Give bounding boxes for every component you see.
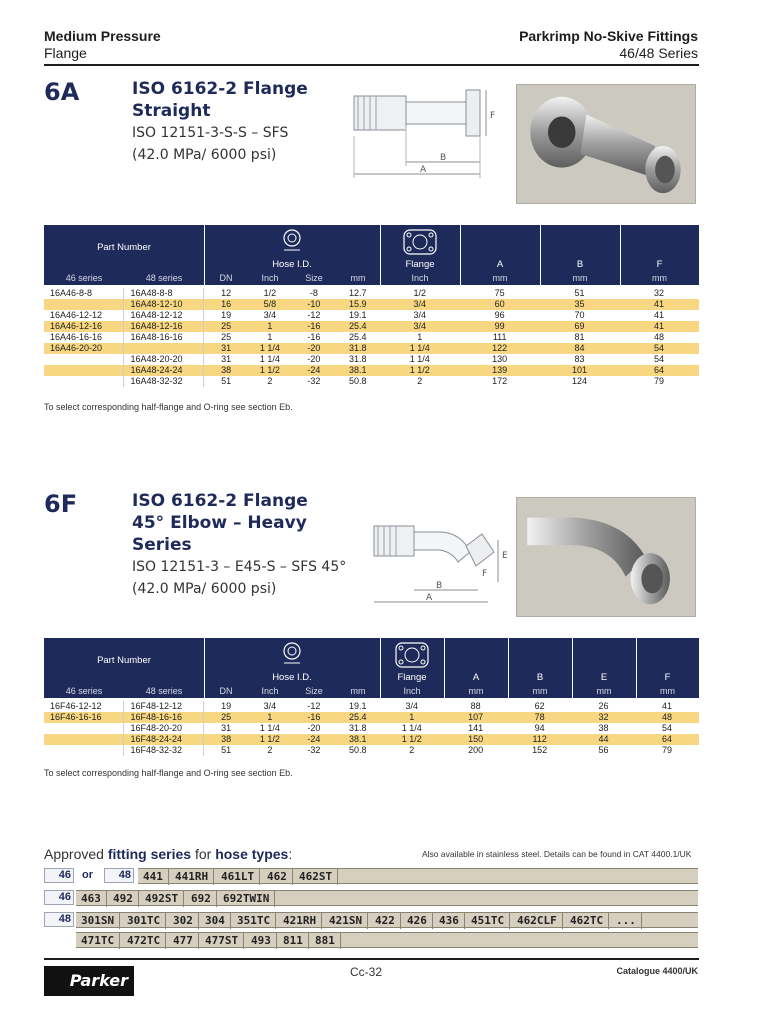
sub-size: Size <box>305 273 323 283</box>
table-row <box>44 332 699 343</box>
section-standard: ISO 12151-3 – E45-S – SFS 45° <box>132 559 347 575</box>
catalogue-ref: Catalogue 4400/UK <box>616 966 698 976</box>
sub-f-mm: mm <box>652 273 667 283</box>
table-row <box>44 712 699 723</box>
col-hose-id: Hose I.D. <box>272 259 312 270</box>
table-cell: 16A48-12-16 <box>124 321 204 332</box>
table-cell: 3/4 <box>380 321 460 332</box>
table-cell: 1 1/4 <box>409 354 430 364</box>
sub-flange-inch: Inch <box>403 686 421 696</box>
table-cell: 16F46-16-16 <box>44 712 124 723</box>
approved-post: : <box>288 846 293 862</box>
table-cell: 107 <box>444 712 508 723</box>
table-cell: 54 <box>620 343 699 354</box>
hose-type-tag: 462 <box>262 869 293 885</box>
table-cell: -24 <box>292 734 336 745</box>
table-cell: 16A46-16-16 <box>44 332 124 343</box>
sub-a-mm: mm <box>492 273 508 283</box>
dim-label-f: F <box>490 111 496 121</box>
section-title-line2: 45° Elbow – Heavy Series <box>132 513 307 555</box>
sub-46: 46 series <box>65 686 103 696</box>
sub-mm: mm <box>350 273 366 283</box>
table-cell: 200 <box>468 745 484 755</box>
table-cell: -32 <box>307 376 321 386</box>
table-cell: 139 <box>460 365 540 376</box>
table-cell: 122 <box>460 343 540 354</box>
table-row <box>44 288 699 299</box>
table-cell: 5/8 <box>248 299 292 310</box>
table-cell: 124 <box>572 376 588 386</box>
table-cell: 60 <box>460 299 540 310</box>
table-cell: 50.8 <box>349 745 367 755</box>
table-cell: 38 <box>598 723 609 733</box>
table-cell: 172 <box>492 376 508 386</box>
table-cell <box>44 376 124 387</box>
table-cell: 19 <box>221 310 232 320</box>
table-cell: 56 <box>598 745 609 755</box>
parker-logo: Parker <box>44 966 134 996</box>
dim-label-e: E <box>502 551 508 561</box>
section-standard: ISO 12151-3-S-S – SFS <box>132 125 289 141</box>
table-cell: 48 <box>636 712 699 723</box>
table-cell <box>44 354 124 365</box>
section-title-line1: ISO 6162-2 Flange <box>132 79 308 99</box>
table-row <box>44 299 699 310</box>
hose-type-tag: ... <box>611 913 642 929</box>
approved-mid: for <box>191 846 216 862</box>
table-cell: 1 1/4 <box>401 723 422 733</box>
footnote-6a: To select corresponding half-flange and O-ring see section Eb. <box>44 402 293 412</box>
hose-type-tag: 421SN <box>324 913 368 929</box>
table-cell: 31.8 <box>349 723 367 733</box>
table-row <box>44 745 699 756</box>
hose-type-tag: 301SN <box>76 913 120 929</box>
flange-icon <box>401 227 439 257</box>
hose-type-tag: 492 <box>108 891 139 907</box>
sub-inch: Inch <box>261 273 279 283</box>
table-cell: 62 <box>534 701 545 711</box>
series-badge-46: 46 <box>44 890 74 905</box>
table-cell: 54 <box>654 354 665 364</box>
table-cell: 38.1 <box>336 734 380 745</box>
table-cell: 54 <box>662 723 673 733</box>
table-cell: 25.4 <box>336 712 380 723</box>
table-cell: 1 1/2 <box>248 365 292 376</box>
table-cell: 41 <box>620 299 699 310</box>
table-cell: 38 <box>204 734 248 745</box>
table-cell: 3/4 <box>380 299 460 310</box>
footer-rule <box>44 958 699 960</box>
hose-type-tag: 472TC <box>122 933 166 949</box>
hose-type-tag: 451TC <box>466 913 510 929</box>
hose-section-icon <box>281 228 303 258</box>
header-subcategory: Flange <box>44 45 87 61</box>
hose-type-tag: 493 <box>246 933 277 949</box>
dim-label-f: F <box>482 569 488 579</box>
table-cell: 41 <box>662 701 673 711</box>
col-e: E <box>600 672 608 683</box>
table-cell: 16F48-32-32 <box>124 745 204 756</box>
straight-fitting-photo <box>516 84 696 204</box>
table-cell: 1 <box>248 712 292 723</box>
approved-pre: Approved <box>44 846 108 862</box>
col-flange: Flange <box>405 259 435 270</box>
table-cell: 19 <box>221 701 232 711</box>
table-cell: 51 <box>221 745 232 755</box>
table-cell: 25 <box>204 712 248 723</box>
table-cell: 19.1 <box>349 310 367 320</box>
col-b: B <box>536 672 544 683</box>
table-cell: 84 <box>540 343 620 354</box>
table-cell: 12.7 <box>349 288 367 298</box>
hose-type-tag: 462ST <box>294 869 338 885</box>
table-cell: 101 <box>540 365 620 376</box>
hose-type-tag: 692 <box>186 891 217 907</box>
hose-type-tag: 441 <box>138 869 169 885</box>
table-cell: -20 <box>292 343 336 354</box>
series-badge-48: 48 <box>44 912 74 927</box>
table-cell: 31.8 <box>349 354 367 364</box>
col-b: B <box>576 259 584 270</box>
table-cell <box>44 299 124 310</box>
sub-48: 48 series <box>145 686 183 696</box>
table-cell: 141 <box>468 723 484 733</box>
table-cell: -20 <box>307 723 321 733</box>
table-cell: 38.1 <box>336 365 380 376</box>
table-cell: 16A46-20-20 <box>44 343 124 354</box>
table-cell: 48 <box>654 332 665 342</box>
hose-type-tag: 692TWIN <box>218 891 275 907</box>
section-code-6a: 6A <box>44 78 80 106</box>
table-cell: 152 <box>532 745 548 755</box>
table-cell: 1 <box>248 321 292 332</box>
table-cell: 16A48-16-16 <box>124 332 204 343</box>
table-cell: 1 1/4 <box>259 723 280 733</box>
col-a: A <box>496 259 504 270</box>
col-flange: Flange <box>397 672 427 683</box>
table-cell <box>124 343 204 354</box>
table-cell: 1/2 <box>263 288 277 298</box>
section-code-6f: 6F <box>44 490 78 518</box>
table-cell: 16F46-12-12 <box>44 701 124 712</box>
table-cell: 16F48-12-12 <box>124 701 204 712</box>
table-cell: 1 <box>380 712 444 723</box>
table-cell: 16F48-16-16 <box>124 712 204 723</box>
table-cell: 1/2 <box>413 288 426 298</box>
table-cell: 16F48-24-24 <box>124 734 204 745</box>
table-cell: 111 <box>492 332 507 342</box>
table-cell: 70 <box>574 310 585 320</box>
sub-mm: mm <box>350 686 366 696</box>
sub-dn: DN <box>219 273 233 283</box>
table-cell: 1 <box>417 332 423 342</box>
table-cell: 3/4 <box>263 310 277 320</box>
col-f: F <box>656 259 663 270</box>
sub-b-mm: mm <box>572 273 588 283</box>
spec-table-6a <box>44 288 699 387</box>
hose-type-tag: 463 <box>76 891 107 907</box>
hose-type-tag: 462TC <box>565 913 609 929</box>
dim-label-a: A <box>420 165 427 175</box>
table-cell: 94 <box>534 723 545 733</box>
sub-a-mm: mm <box>468 686 484 696</box>
elbow-fitting-photo <box>516 497 696 617</box>
table-cell: 41 <box>654 310 665 320</box>
series-badge-48: 48 <box>104 868 134 883</box>
table-cell: 1 1/4 <box>380 343 460 354</box>
table-cell: 150 <box>444 734 508 745</box>
table-row <box>44 376 699 387</box>
hose-type-tag: 302 <box>168 913 199 929</box>
hose-type-tag: 441RH <box>170 869 214 885</box>
section-title-line2: Straight <box>132 101 211 121</box>
hose-type-tag: 422 <box>370 913 401 929</box>
subheader-row-6a <box>44 273 699 285</box>
table-cell <box>44 723 124 734</box>
approved-hose-types: hose types <box>215 846 289 862</box>
hose-types-row-2 <box>76 890 698 906</box>
table-cell <box>44 734 124 745</box>
table-cell: -24 <box>292 365 336 376</box>
header-rule <box>44 64 699 66</box>
header-series: 46/48 Series <box>619 45 698 61</box>
table-cell: 16 <box>204 299 248 310</box>
or-label: or <box>82 869 93 881</box>
hose-type-tag: 421RH <box>278 913 322 929</box>
hose-type-tag: 477ST <box>200 933 244 949</box>
table-cell: 79 <box>654 376 665 386</box>
table-cell: 16A48-20-20 <box>124 354 204 365</box>
table-cell: 96 <box>494 310 505 320</box>
footnote-6f: To select corresponding half-flange and O-ring see section Eb. <box>44 768 293 778</box>
approved-heading <box>44 846 292 862</box>
table-cell: 81 <box>574 332 585 342</box>
hose-section-icon <box>281 641 303 671</box>
table-cell: 16A48-8-8 <box>124 288 204 299</box>
table-cell: 2 <box>267 376 273 386</box>
table-cell: 16A48-32-32 <box>124 376 204 387</box>
approved-fitting-series: fitting series <box>107 846 192 862</box>
hose-type-tag: 811 <box>278 933 309 949</box>
table-cell: 3/4 <box>263 701 277 711</box>
section-heading-6a <box>132 78 352 166</box>
table-cell: 16F48-20-20 <box>124 723 204 734</box>
table-cell: 1 1/2 <box>380 734 444 745</box>
hose-type-tag: 492ST <box>140 891 184 907</box>
table-cell: 1 1/2 <box>380 365 460 376</box>
table-cell: 25.4 <box>336 321 380 332</box>
table-cell: 16A48-24-24 <box>124 365 204 376</box>
table-cell: 79 <box>662 745 673 755</box>
hose-type-tag: 471TC <box>76 933 120 949</box>
table-cell: 16A46-12-16 <box>44 321 124 332</box>
subheader-row-6f <box>44 686 699 698</box>
table-cell: 1 1/2 <box>248 734 292 745</box>
hose-type-tag: 351TC <box>232 913 276 929</box>
table-cell: 25 <box>221 332 232 342</box>
header-category: Medium Pressure <box>44 28 161 44</box>
table-cell: -8 <box>309 288 318 298</box>
hose-types-row-1 <box>138 868 698 884</box>
table-cell: 64 <box>636 734 699 745</box>
table-cell: -12 <box>307 310 321 320</box>
elbow-fitting-drawing <box>370 512 516 608</box>
sub-46: 46 series <box>65 273 103 283</box>
dim-label-a: A <box>426 593 433 603</box>
table-cell: 31.8 <box>336 343 380 354</box>
table-cell: 41 <box>620 321 699 332</box>
sub-f-mm: mm <box>660 686 675 696</box>
section-heading-6f <box>132 490 372 600</box>
hose-type-tag: 301TC <box>122 913 166 929</box>
page-number: Cc-32 <box>350 965 383 979</box>
table-row <box>44 310 699 321</box>
table-cell: 12 <box>221 288 232 298</box>
sub-dn: DN <box>219 686 233 696</box>
stainless-note: Also available in stainless steel. Details can be found in CAT 4400.1/UK <box>422 849 692 859</box>
table-cell: 35 <box>540 299 620 310</box>
table-cell: 112 <box>508 734 572 745</box>
table-cell: 99 <box>460 321 540 332</box>
sub-e-mm: mm <box>596 686 612 696</box>
table-cell: -16 <box>292 712 336 723</box>
table-cell: 1 <box>267 332 273 342</box>
sub-48: 48 series <box>145 273 183 283</box>
table-cell: -12 <box>307 701 321 711</box>
table-cell: 78 <box>508 712 572 723</box>
table-cell: 64 <box>620 365 699 376</box>
table-cell: 83 <box>574 354 585 364</box>
hose-types-row-3 <box>76 912 698 928</box>
table-row <box>44 321 699 332</box>
table-cell: 31 <box>221 723 232 733</box>
table-cell: 2 <box>417 376 423 386</box>
table-row <box>44 365 699 376</box>
section-pressure: (42.0 MPa/ 6000 psi) <box>132 147 277 163</box>
table-cell: 2 <box>409 745 415 755</box>
table-cell: 26 <box>598 701 609 711</box>
table-cell: 25.4 <box>349 332 367 342</box>
hose-type-tag: 461LT <box>216 869 260 885</box>
col-part-number: Part Number <box>97 242 151 253</box>
table-cell: 16A46-8-8 <box>44 288 124 299</box>
col-hose-id: Hose I.D. <box>272 672 312 683</box>
table-cell: 19.1 <box>349 701 367 711</box>
hose-type-tag: 462CLF <box>512 913 563 929</box>
table-cell: 2 <box>267 745 273 755</box>
table-cell <box>44 365 124 376</box>
table-cell: -32 <box>307 745 321 755</box>
series-badge-46: 46 <box>44 868 74 883</box>
table-cell: 32 <box>654 288 665 298</box>
sub-size: Size <box>305 686 323 696</box>
table-cell: -10 <box>292 299 336 310</box>
table-cell: 15.9 <box>336 299 380 310</box>
table-cell: 38 <box>204 365 248 376</box>
table-cell: 130 <box>492 354 508 364</box>
table-cell: 31 <box>204 343 248 354</box>
table-cell: -16 <box>307 332 321 342</box>
table-cell: 32 <box>572 712 636 723</box>
flange-icon <box>393 640 431 670</box>
header-product-line: Parkrimp No-Skive Fittings <box>519 28 698 44</box>
table-cell: -16 <box>292 321 336 332</box>
table-cell: 16A48-12-10 <box>124 299 204 310</box>
table-cell: 16A48-12-12 <box>124 310 204 321</box>
table-cell <box>44 745 124 756</box>
table-cell: 44 <box>572 734 636 745</box>
hose-type-tag: 426 <box>402 913 433 929</box>
col-a: A <box>472 672 480 683</box>
table-cell: 75 <box>494 288 505 298</box>
sub-b-mm: mm <box>532 686 548 696</box>
section-title-line1: ISO 6162-2 Flange <box>132 491 308 511</box>
table-cell: 1 1/4 <box>248 343 292 354</box>
table-cell: 88 <box>470 701 481 711</box>
hose-type-tag: 304 <box>200 913 231 929</box>
table-cell: 25 <box>204 321 248 332</box>
straight-fitting-drawing <box>348 82 508 182</box>
hose-type-tag: 477 <box>168 933 199 949</box>
table-cell: 3/4 <box>405 701 418 711</box>
spec-table-6f <box>44 701 699 756</box>
dim-label-b: B <box>440 153 447 163</box>
sub-inch: Inch <box>261 686 279 696</box>
dim-label-b: B <box>436 581 443 591</box>
table-cell: 51 <box>574 288 585 298</box>
table-row <box>44 701 699 712</box>
table-row <box>44 354 699 365</box>
table-cell: 3/4 <box>413 310 426 320</box>
table-cell: 1 1/4 <box>259 354 280 364</box>
sub-flange-inch: Inch <box>411 273 429 283</box>
table-cell: 31 <box>221 354 232 364</box>
table-cell: 51 <box>221 376 232 386</box>
hose-types-row-4 <box>76 932 698 948</box>
table-row <box>44 723 699 734</box>
col-part-number: Part Number <box>97 655 151 666</box>
table-row <box>44 734 699 745</box>
table-row <box>44 343 699 354</box>
table-cell: -20 <box>307 354 321 364</box>
table-cell: 16A46-12-12 <box>44 310 124 321</box>
table-cell: 69 <box>540 321 620 332</box>
hose-type-tag: 881 <box>310 933 341 949</box>
table-cell: 50.8 <box>349 376 367 386</box>
section-pressure: (42.0 MPa/ 6000 psi) <box>132 581 277 597</box>
col-f: F <box>664 672 671 683</box>
hose-type-tag: 436 <box>434 913 465 929</box>
